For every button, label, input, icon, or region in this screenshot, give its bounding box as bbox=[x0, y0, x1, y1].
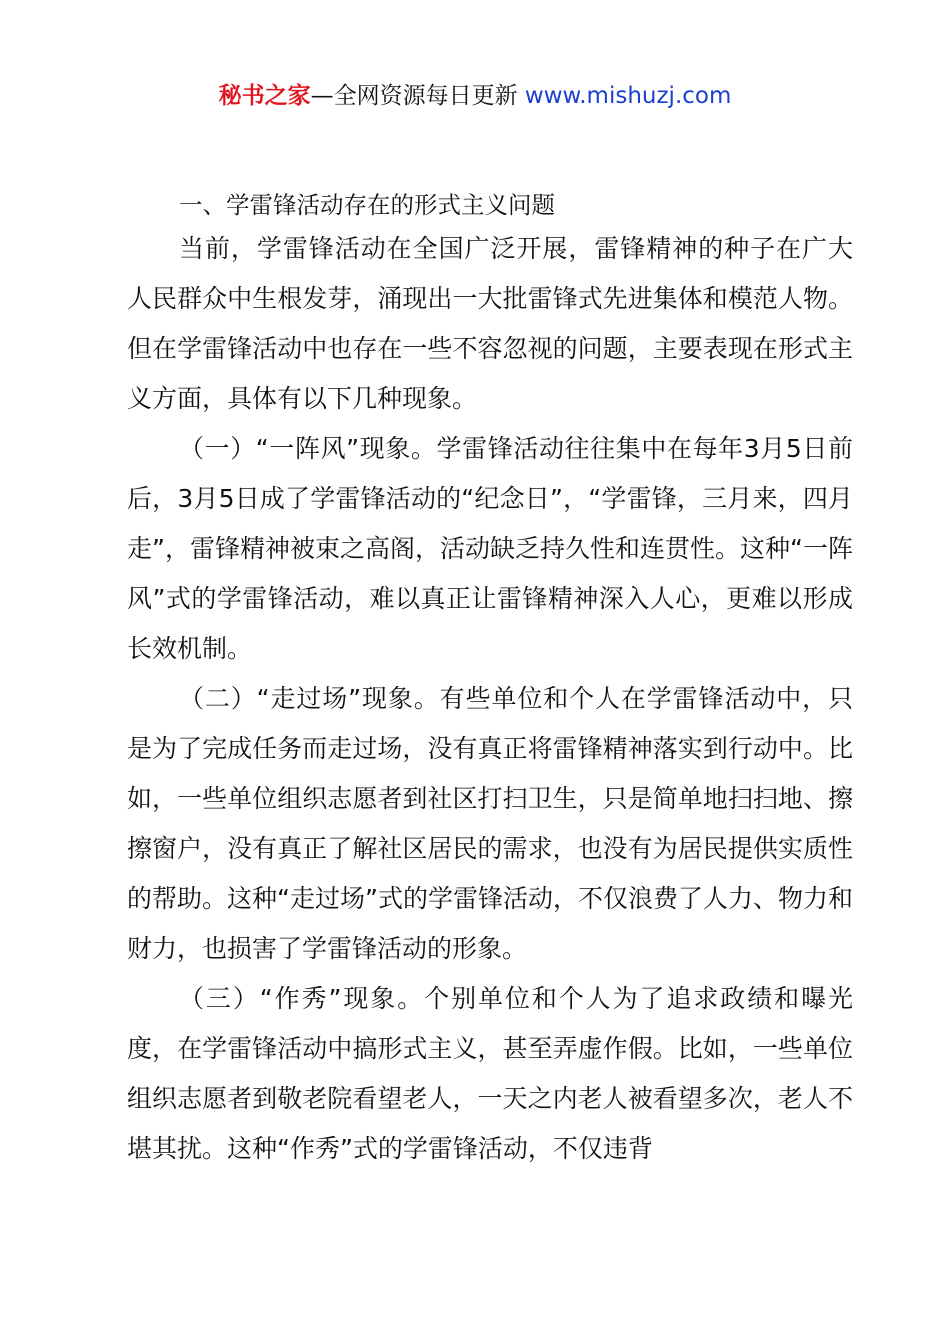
paragraph-item-3: （三）“作秀”现象。个别单位和个人为了追求政绩和曝光度，在学雷锋活动中搞形式主义，甚至弄虚作假。比如，一些单位组织志愿者到敬老院看望老人，一天之内老人被看望多次，老人不堪其扰。这种“作秀”式的学雷锋活动，不仅违背 bbox=[127, 984, 853, 1163]
document-body bbox=[127, 186, 853, 1174]
header-tagline: —全网资源每日更新 bbox=[310, 83, 518, 109]
section-heading: 一、学雷锋活动存在的形式主义问题 bbox=[179, 191, 555, 219]
site-header bbox=[0, 80, 950, 112]
paragraph-intro: 当前，学雷锋活动在全国广泛开展，雷锋精神的种子在广大人民群众中生根发芽，涌现出一大批雷锋式先进集体和模范人物。但在学雷锋活动中也存在一些不容忽视的问题，主要表现在形式主义方面，具体有以下几种现象。 bbox=[127, 234, 853, 413]
site-url[interactable]: www.mishuzj.com bbox=[524, 83, 732, 109]
paragraph-item-2: （二）“走过场”现象。有些单位和个人在学雷锋活动中，只是为了完成任务而走过场，没有真正将雷锋精神落实到行动中。比如，一些单位组织志愿者到社区打扫卫生，只是简单地扫扫地、擦擦窗户，没有真正了解社区居民的需求，也没有为居民提供实质性的帮助。这种“走过场”式的学雷锋活动，不仅浪费了人力、物力和财力，也损害了学雷锋活动的形象。 bbox=[127, 684, 853, 963]
brand-name: 秘书之家 bbox=[218, 83, 311, 109]
paragraph-item-1: （一）“一阵风”现象。学雷锋活动往往集中在每年3月5日前后，3月5日成了学雷锋活动的“纪念日”，“学雷锋，三月来，四月走”，雷锋精神被束之高阁，活动缺乏持久性和连贯性。这种“一阵风”式的学雷锋活动，难以真正让雷锋精神深入人心，更难以形成长效机制。 bbox=[127, 434, 853, 663]
